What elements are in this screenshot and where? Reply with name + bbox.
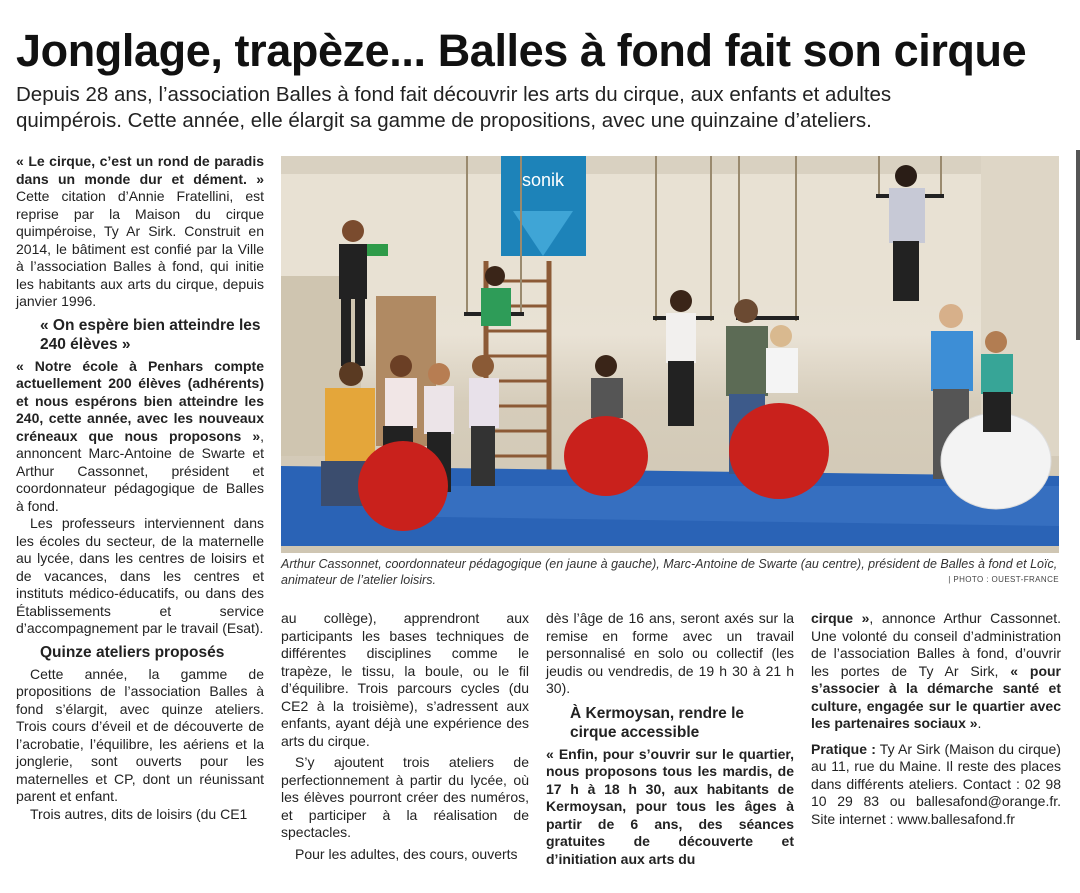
subheading-kermoysan: À Kermoysan, rendre le cirque accessible	[570, 704, 745, 741]
paragraph-kermoysan-quote: « Enfin, pour s’ouvrir sur le quartier, nous proposons tous les mardis, de 17 h à 18 h 30, aux habitants de Kermoysan, pour tous les âges à partir de 6 ans, des séances gratuites de découverte et d’initiation aux arts du	[546, 745, 794, 867]
column-1	[16, 153, 264, 823]
red-ball-2	[564, 416, 648, 496]
paragraph-loisirs-end: au collège), apprendront aux participants les bases techniques de différentes disciplines comme le trapèze, le tissu, la boule, ou le fil d’équilibre. Trois parcours cycles (du CE2 à la troisième), s’adressent aux enfants, ayant déjà une expérience des arts du cirque.	[281, 610, 529, 749]
kermoysan-end: .	[977, 715, 982, 731]
quote-sante-culture: « pour s’associer à la démarche santé et culture, engagée sur le quartier avec les partenaires sociaux »	[811, 662, 1061, 731]
pratique-label: Pratique :	[811, 740, 876, 757]
column-4	[811, 610, 1061, 828]
caption-text: Arthur Cassonnet, coordonnateur pédagogique (en jaune à gauche), Marc-Antoine de Swarte (au centre), président de Balles à fond et Loïc, animateur de l’atelier loisirs.	[281, 557, 1058, 587]
paragraph-professeurs: Les professeurs interviennent dans les écoles du secteur, de la maternelle au lycée, dans les centres de loisirs et de vacances, dans les centres et instituts médico-éducatifs, ou dans des Établissements et service d’accompagnement par le travail (Esat).	[16, 515, 264, 636]
article-headline: Jonglage, trapèze... Balles à fond fait son cirque	[16, 25, 1027, 76]
pratique-text: Ty Ar Sirk (Maison du cirque) au 11, rue du Maine. Il reste des places dans différents ateliers. Contact : 02 98 10 29 83 ou ballesafond@orange.fr. Site internet : www.ballesafond.fr	[811, 740, 1061, 827]
subheading-240-eleves: « On espère bien atteindre les 240 élèves »	[40, 316, 261, 353]
article-photo	[281, 156, 1059, 553]
paragraph-perfectionnement: S’y ajoutent trois ateliers de perfectionnement à partir du lycée, où les élèves pourront créer des numéros, et participer à la réalisation de spectacles.	[281, 754, 529, 840]
quote-eleves: « Notre école à Penhars compte actuellement 200 élèves (adhérents) et nous espérons bien atteindre les 240, cette année, avec les nouveaux créneaux que nous proposons »	[16, 357, 264, 444]
boy-on-ball	[591, 355, 623, 418]
paragraph-adultes-start: Pour les adultes, des cours, ouverts	[295, 845, 518, 862]
paragraph-ateliers: Cette année, la gamme de propositions de l’association Balles à fond s’élargit, avec quinze ateliers. Trois cours d’éveil et de découverte de l’acrobatie, l’équilibre, les aériens et la jonglerie, sont ouverts pour les maternelles et CP, dont un réunissant parent et enfant.	[16, 665, 264, 804]
paragraph-pratique	[811, 741, 1061, 829]
photo-caption	[281, 556, 1059, 588]
quote-fratellini: « Le cirque, c’est un rond de paradis dans un monde dur et dément. »	[16, 153, 264, 187]
paragraph-kermoysan-end	[811, 610, 1061, 733]
banner-text: sonik	[521, 170, 565, 190]
paragraph-loisirs-start: Trois autres, dits de loisirs (du CE1	[30, 805, 248, 822]
eleves-text: , annoncent Marc-Antoine de Swarte et Arthur Cassonnet, président et coordonnateur pédagogique de Balles à fond.	[16, 427, 264, 514]
exit-sign	[366, 244, 388, 256]
quote-cirque-end: cirque »	[811, 610, 870, 626]
kermoysan-text: , annonce Arthur Cassonnet. Une volonté du conseil d’administration de l’association Balles à fond, d’ouvrir les portes de Ty Ar Sirk,	[811, 610, 1061, 679]
red-ball-1	[358, 441, 448, 531]
circus-school-photo	[281, 156, 1059, 553]
paragraph-adultes-end: dès l’âge de 16 ans, seront axés sur la remise en forme avec un travail personnalisé en solo ou collectif (les jeudis ou vendredis, de 19 h 30 à 21 h 30).	[546, 610, 794, 696]
red-ball-3	[729, 403, 829, 499]
next-page-image-edge	[1076, 150, 1080, 340]
paragraph-eleves	[16, 358, 264, 516]
column-2	[281, 610, 529, 863]
intro-text: Cette citation d’Annie Fratellini, est reprise par la Maison du cirque quimpéroise, Ty Ar Sirk. Construit en 2014, le bâtiment est confié par la Ville à l’association Balles à fond, qui initie les habitants aux arts du cirque, depuis janvier 1996.	[16, 188, 264, 309]
photo-credit: | PHOTO : OUEST-FRANCE	[948, 575, 1059, 584]
paragraph-intro	[16, 153, 264, 311]
girl-trapeze-center	[666, 290, 696, 426]
next-page-edge	[1072, 0, 1080, 893]
boy-white-shirt	[766, 325, 798, 393]
article-lead: Depuis 28 ans, l’association Balles à fond fait découvrir les arts du cirque, aux enfants et adultes quimpérois. Cette année, elle élargit sa gamme de propositions, avec une quinzaine d’ateliers.	[16, 83, 892, 132]
sonik-banner	[501, 156, 586, 256]
subheading-quinze-ateliers: Quinze ateliers proposés	[40, 643, 225, 661]
column-3	[546, 610, 794, 868]
